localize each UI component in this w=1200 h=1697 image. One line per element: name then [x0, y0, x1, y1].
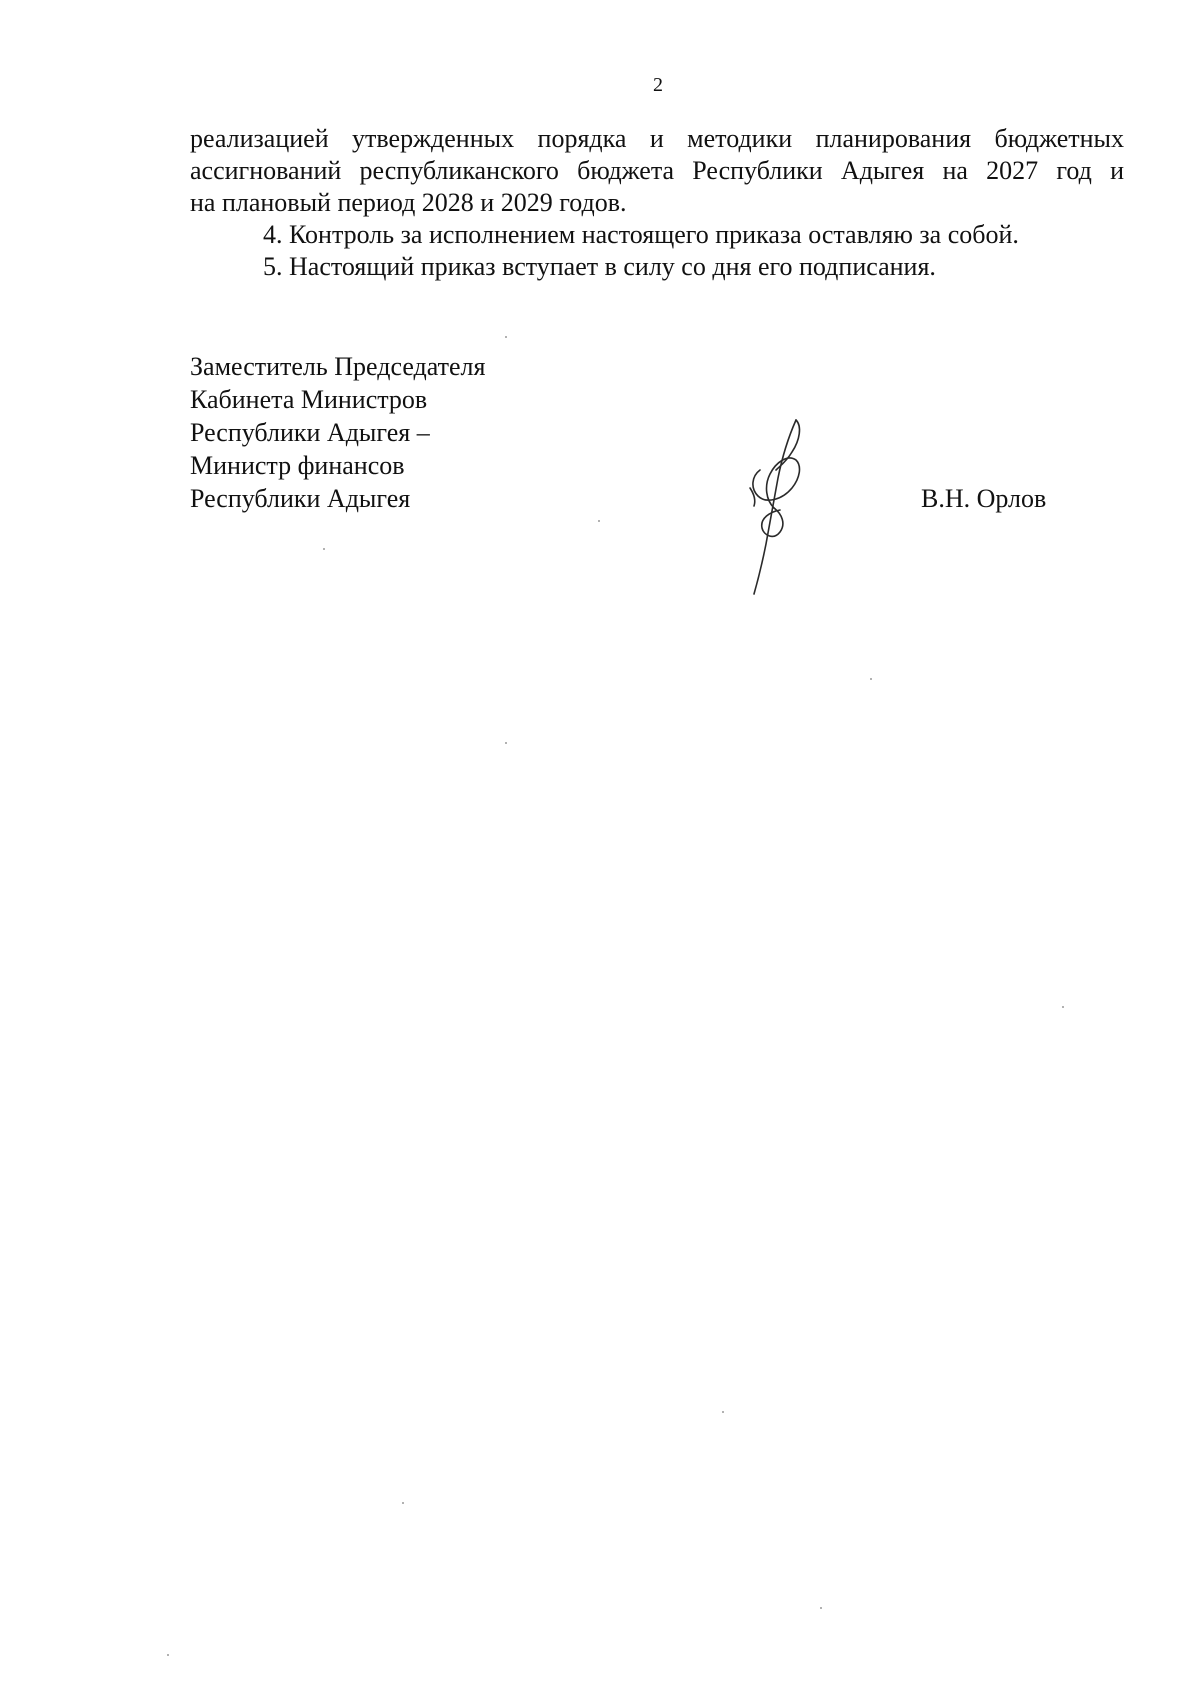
scan-speck — [505, 336, 507, 338]
clause-5: 5. Настоящий приказ вступает в силу со дня его подписания. — [263, 252, 936, 281]
signatory-position — [190, 350, 485, 515]
scan-speck — [167, 1654, 169, 1656]
scan-speck — [598, 520, 600, 522]
document-body — [190, 123, 1124, 283]
position-line: Министр финансов — [190, 451, 405, 480]
paragraph-line: ассигнований республиканского бюджета Республики Адыгея на 2027 год и — [190, 156, 1124, 185]
page-number: 2 — [653, 74, 663, 96]
continuation-paragraph — [190, 123, 1124, 219]
scan-speck — [820, 1607, 822, 1609]
signatory-name: В.Н. Орлов — [921, 484, 1047, 513]
position-line: Республики Адыгея — [190, 484, 411, 513]
paragraph-line: реализацией утвержденных порядка и методики планирования бюджетных — [190, 124, 1124, 153]
scan-speck — [402, 1502, 404, 1504]
scan-speck — [1062, 1006, 1064, 1008]
scan-speck — [722, 1411, 724, 1413]
clause-4: 4. Контроль за исполнением настоящего приказа оставляю за собой. — [263, 220, 1019, 249]
scan-speck — [505, 742, 507, 744]
position-line: Кабинета Министров — [190, 385, 428, 414]
position-line: Республики Адыгея – — [190, 418, 430, 447]
position-line: Заместитель Председателя — [190, 352, 486, 381]
paragraph-line: на плановый период 2028 и 2029 годов. — [190, 188, 627, 217]
handwritten-signature — [730, 418, 840, 598]
scan-speck — [323, 548, 325, 550]
scan-speck — [870, 678, 872, 680]
